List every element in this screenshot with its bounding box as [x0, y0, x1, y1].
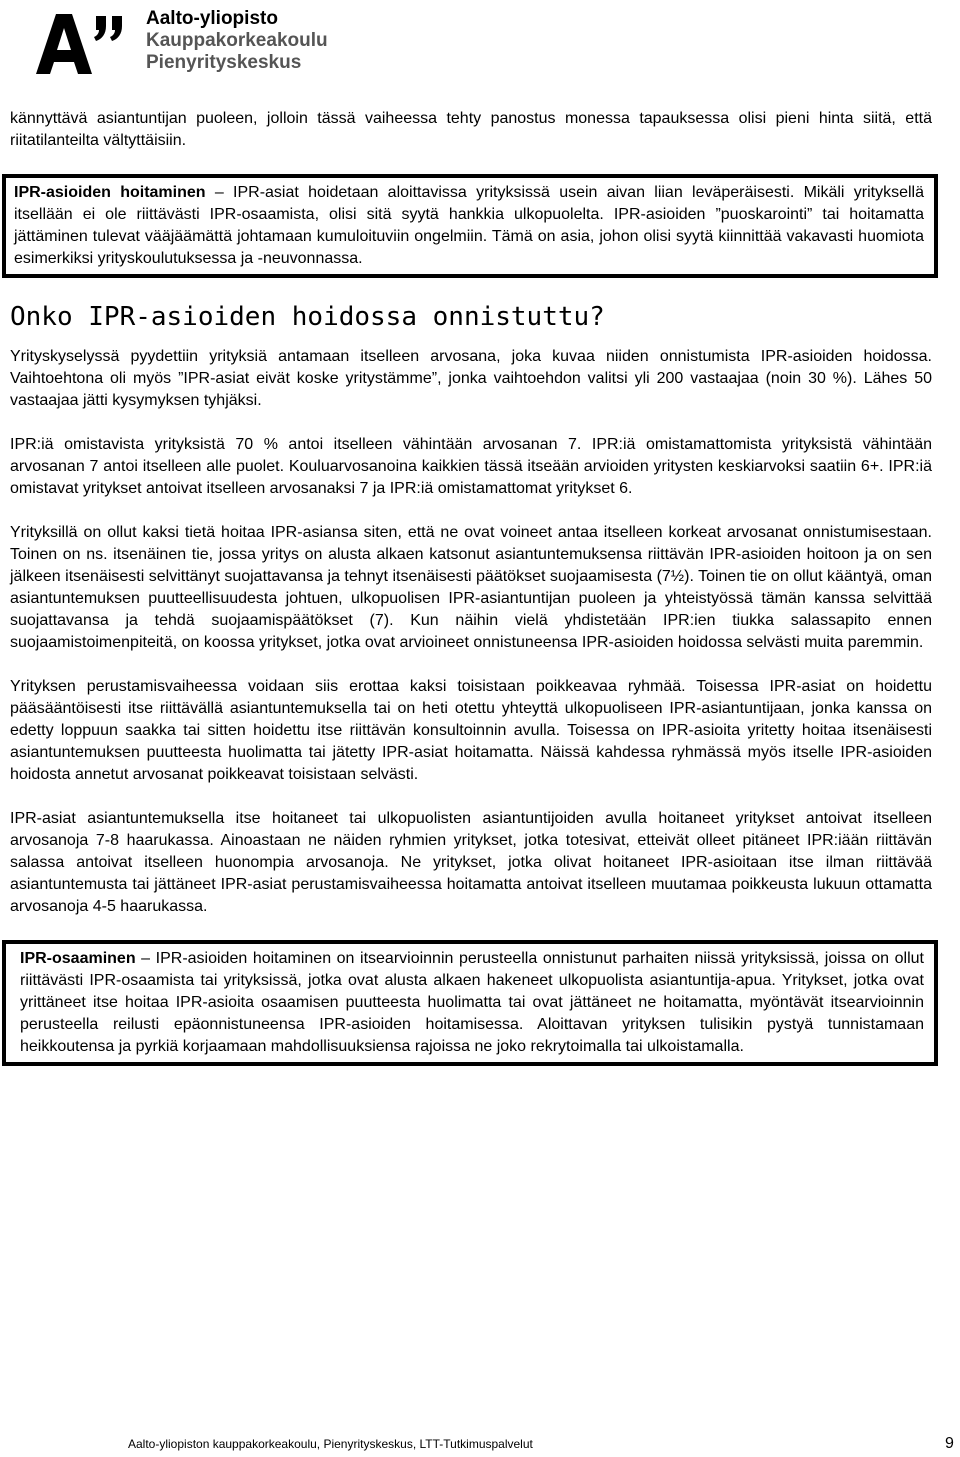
paragraph-3: Yrityksillä on ollut kaksi tietä hoitaa IPR-asiansa siten, että ne ovat voineet antaa itselleen korkeat arvosanat onnistumisestaan. Toinen on ns. itsenäinen tie, jossa yritys on alusta alkaen katsonut asiantuntemuksensa riittävän IPR-asioiden hoitoon ja on sen jälkeen itsenäisesti selvittänyt suojattavansa ja tehnyt itsenäisesti päätökset suojaamisesta (7½). Toinen tie on ollut kääntyä, oman asiantuntemuksen puutteellisuudesta johtuen, ulkopuolisen IPR-asiantuntijan puoleen ja yhteistyössä tämän kanssa selvittää suojattavansa ja tehdä suojaamispäätökset (7). Kun näihin vielä yhdistetään IPR:ien tiukka salassapito ennen suojaamistoimenpiteitä, on koossa yritykset, jotka ovat arvioineet onnistuneensa IPR-asioiden hoidossa selvästi muita paremmin.	[10, 524, 933, 651]
summary-box-text: IPR-asioiden hoitaminen on itsearvioinnin perusteella onnistunut parhaiten niissä yrityksissä, joissa on ollut riittävästi IPR-osaamista tai yrityksissä, jotka ovat alusta alkaen hakeneet ulkopuolista asiantuntija-apua. Yritykset, jotka ovat yrittäneet itse hoitaa IPR-asioita osaamisen puutteesta huolimatta tai ovat jättäneet ne hoitamatta, myöntävät itsearvioinnin perusteella reilusti epäonnistuneensa IPR-asioiden hoitamisessa. Aloittavan yrityksen tulisikin pystyä tunnistamaan heikkoutensa ja pyrkiä korjaamaan mahdollisuuksiensa rajoissa ne joko rekrytoimalla tai ulkoistamalla.	[20, 950, 924, 1055]
logo-line-1: Aalto-yliopisto	[146, 8, 278, 29]
summary-box-text: IPR-asiat hoidetaan aloittavissa yrityksissä usein aivan liian leväperäisesti. Mikäli yrityksellä itsellään ei ole riittävästi IPR-osaamista, olisi sitä syytä hankkia ulkopuolelta. IPR-asioiden ”puoskarointi” tai hoitamatta jättäminen tulevat vääjäämättä johtamaan kumuloituviin ongelmiin. Tämä on asia, johon olisi syytä kiinnittää vakavasti huomiota esimerkiksi yrityskoulutuksessa ja -neuvonnassa.	[14, 184, 924, 267]
aalto-logo	[36, 8, 366, 80]
intro-paragraph: kännyttävä asiantuntijan puoleen, jolloin tässä vaiheessa tehty panostus monessa tapauksessa olisi pieni hinta siitä, että riitatilanteilta vältyttäisiin.	[10, 110, 932, 149]
section-title: Onko IPR-asioiden hoidossa onnistuttu?	[10, 302, 605, 332]
document-body	[10, 108, 932, 1066]
summary-box-heading: IPR-asioiden hoitaminen	[14, 184, 206, 201]
logo-line-2: Kauppakorkeakoulu	[146, 30, 328, 51]
summary-box-paragraph	[20, 948, 924, 1058]
summary-box-ipr-handling	[2, 174, 938, 278]
summary-box-paragraph	[14, 182, 924, 270]
summary-box-heading: IPR-osaaminen	[20, 950, 136, 967]
paragraph-2: IPR:iä omistavista yrityksistä 70 % antoi itselleen vähintään arvosanan 7. IPR:iä omistamattomista yrityksistä vähintään arvosanan 7 antoi itselleen alle puolet. Kouluarvosanoina kaikkien tässä itseään arvioiden yritysten keskiarvoksi saatiin 6+. IPR:iä omistavat yritykset antoivat itselleen arvosanaksi 7 ja IPR:iä omistamattomat yritykset 6.	[10, 436, 932, 497]
summary-box-dash: –	[135, 950, 156, 967]
paragraph-4: Yrityksen perustamisvaiheessa voidaan siis erottaa kaksi toisistaan poikkeavaa ryhmää. Toisessa IPR-asiat on hoidettu pääsääntöisesti itse riittävällä asiantuntemuksella tai on heti otettu yhteyttä ulkopuoliseen IPR-asiantuntijaan, jonka kanssa on edetty loppuun saakka tai sitten hoidettu itse riittävän konsultoinnin avulla. Toisessa on IPR-asioita yritetty hoitaa itsenäisesti asiantuntemuksen puutteesta huolimatta tai jätetty IPR-asiat hoitamatta. Näissä kahdessa ryhmässä myös itselle IPR-asioiden hoidosta annetut arvosanat poikkeavat toisistaan selvästi.	[10, 678, 932, 783]
paragraph-1: Yrityskyselyssä pyydettiin yrityksiä antamaan itselleen arvosana, joka kuvaa niiden onnistumista IPR-asioiden hoidossa. Vaihtoehtona oli myös ”IPR-asiat eivät koske yritystämme”, jonka vaihtoehdon valitsi yli 200 vastaajaa (noin 30 %). Lähes 50 vastaajaa jätti kysymyksen tyhjäksi.	[10, 348, 932, 409]
logo-line-3: Pienyrityskeskus	[146, 52, 302, 73]
paragraph-5: IPR-asiat asiantuntemuksella itse hoitaneet tai ulkopuolisten asiantuntijoiden avulla hoitaneet yritykset antoivat itselleen arvosanoja 7-8 haarukassa. Ainoastaan ne näiden ryhmien yritykset, jotka totesivat, etteivät olleet pitäneet IPR:iään riittävän salassa antoivat itselleen huonompia arvosanoja. Ne yritykset, jotka olivat hoitaneet IPR-asioitaan itse ilman riittävää asiantuntemusta tai jättäneet IPR-asiat perustamisvaiheessa hoitamatta antoivat itselleen muutamaa poikkeusta lukuun ottamatta arvosanoja 4-5 haarukassa.	[10, 810, 932, 915]
page-number: 9	[945, 1435, 954, 1452]
aalto-a-logo-icon	[36, 10, 128, 76]
page-footer: Aalto-yliopiston kauppakorkeakoulu, Pienyrityskeskus, LTT-Tutkimuspalvelut	[128, 1437, 533, 1451]
summary-box-dash: –	[205, 184, 234, 201]
summary-box-ipr-competence	[2, 940, 938, 1066]
